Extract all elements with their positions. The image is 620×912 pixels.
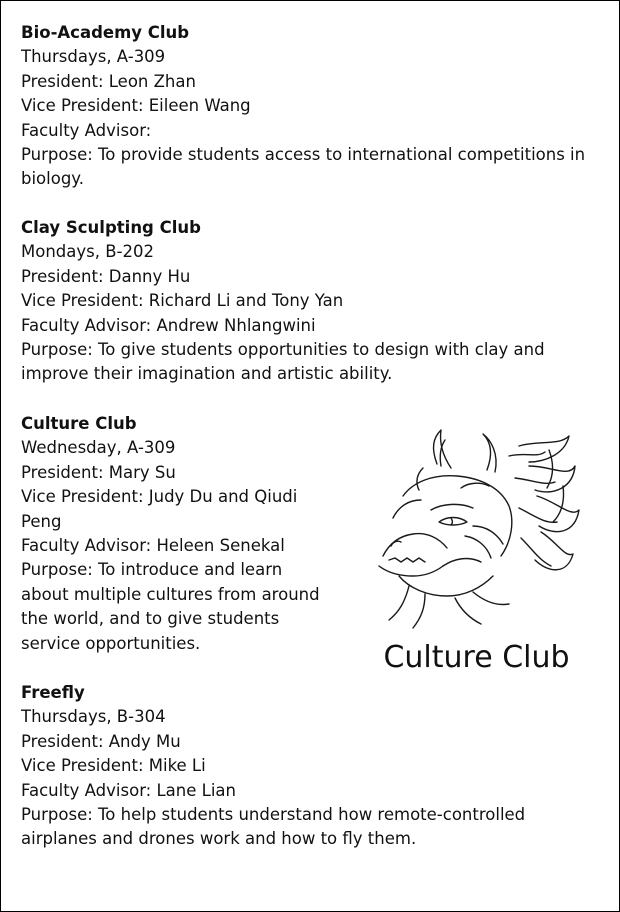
club-schedule: Wednesday, A-309 bbox=[21, 438, 176, 458]
club-schedule: Mondays, B-202 bbox=[21, 242, 154, 262]
club-faculty-advisor: Faculty Advisor: Lane Lian bbox=[21, 780, 236, 800]
logo-caption: Culture Club bbox=[383, 640, 570, 675]
club-vice-president: Vice President: Richard Li and Tony Yan bbox=[21, 291, 344, 311]
club-president: President: Leon Zhan bbox=[21, 71, 196, 91]
club-faculty-advisor: Faculty Advisor: Andrew Nhlangwini bbox=[21, 315, 316, 335]
club-president: President: Mary Su bbox=[21, 462, 176, 482]
club-faculty-advisor: Faculty Advisor: bbox=[21, 120, 152, 140]
dragon-sketch-icon bbox=[369, 426, 584, 631]
club-purpose: Purpose: To give students opportunities to design with clay and improve their imagination and artistic ability. bbox=[21, 340, 545, 384]
club-name: Clay Sculpting Club bbox=[21, 218, 201, 237]
club-name: Culture Club bbox=[21, 414, 137, 433]
club-entry-culture bbox=[21, 412, 331, 656]
club-president: President: Andy Mu bbox=[21, 731, 181, 751]
club-purpose: Purpose: To introduce and learn about multiple cultures from around the world, and to give students service opportunities. bbox=[21, 560, 320, 653]
club-schedule: Thursdays, B-304 bbox=[21, 707, 166, 727]
club-name: Freefly bbox=[21, 683, 85, 702]
club-entry-bio-academy bbox=[21, 21, 606, 192]
club-president: President: Danny Hu bbox=[21, 266, 191, 286]
club-faculty-advisor: Faculty Advisor: Heleen Senekal bbox=[21, 536, 285, 556]
culture-club-logo bbox=[369, 426, 584, 688]
club-name: Bio-Academy Club bbox=[21, 23, 190, 42]
club-entry-clay-sculpting bbox=[21, 216, 606, 387]
club-schedule: Thursdays, A-309 bbox=[21, 47, 166, 67]
club-entry-freefly bbox=[21, 681, 606, 852]
club-vice-president: Vice President: Mike Li bbox=[21, 756, 206, 776]
club-vice-president: Vice President: Eileen Wang bbox=[21, 96, 251, 116]
club-vice-president: Vice President: Judy Du and Qiudi Peng bbox=[21, 487, 298, 531]
club-purpose: Purpose: To provide students access to international competitions in biology. bbox=[21, 145, 586, 189]
club-purpose: Purpose: To help students understand how remote-controlled airplanes and drones work and how to fly them. bbox=[21, 805, 526, 849]
